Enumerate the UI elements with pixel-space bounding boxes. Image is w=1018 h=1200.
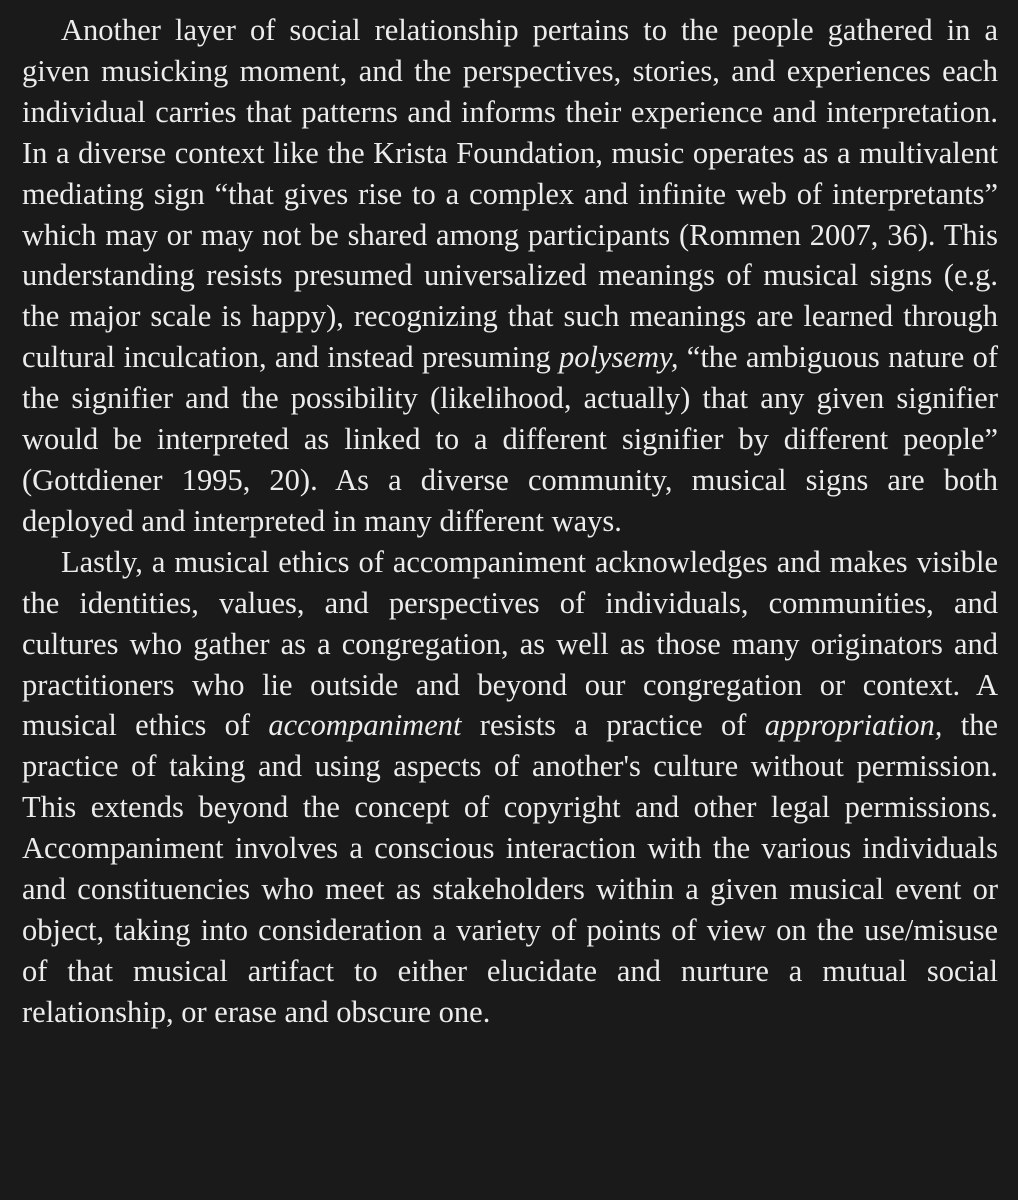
paragraph-2-text-1: Lastly, a musical ethics of accompaniment acknowledges and makes visible the identities, values, and perspectives of individuals, communities, and cultures who gather as a congregation, as well as those many originators and practitioners who lie outside and beyond our congregation or context. A musical ethics of	[22, 544, 998, 743]
term-appropriation: appropriation,	[764, 708, 943, 743]
paragraph-accompaniment	[22, 542, 998, 1033]
paragraph-1-text-1: Another layer of social relationship pertains to the people gathered in a given musicking moment, and the perspectives, stories, and experiences each individual carries that patterns and informs their experience and interpretation. In a diverse context like the Krista Foundation, music operates as a multivalent mediating sign “that gives rise to a complex and infinite web of interpretants” which may or may not be shared among participants (Rommen 2007, 36). This understanding resists presumed universalized meanings of musical signs (e.g. the major scale is happy), recognizing that such meanings are learned through cultural inculcation, and instead presuming	[22, 13, 998, 375]
paragraph-2-text-3: the practice of taking and using aspects of another's culture without permission. This extends beyond the concept of copyright and other legal permissions. Accompaniment involves a conscious interaction with the various individuals and constituencies who meet as stakeholders within a given musical event or object, taking into consideration a variety of points of view on the use/misuse of that musical artifact to either elucidate and nurture a mutual social relationship, or erase and obscure one.	[22, 708, 998, 1029]
paragraph-1-text-2: “the ambiguous nature of the signifier and the possibility (likelihood, actually) that any given signifier would be interpreted as linked to a different signifier by different people” (Gottdiener 1995, 20). As a diverse community, musical signs are both deployed and interpreted in many different ways.	[22, 340, 998, 538]
paragraph-social-relationship	[22, 10, 998, 542]
paragraph-2-text-2: resists a practice of	[461, 708, 765, 743]
term-accompaniment: accompaniment	[268, 708, 462, 743]
term-polysemy: polysemy,	[559, 340, 679, 375]
document-page	[22, 10, 998, 1033]
